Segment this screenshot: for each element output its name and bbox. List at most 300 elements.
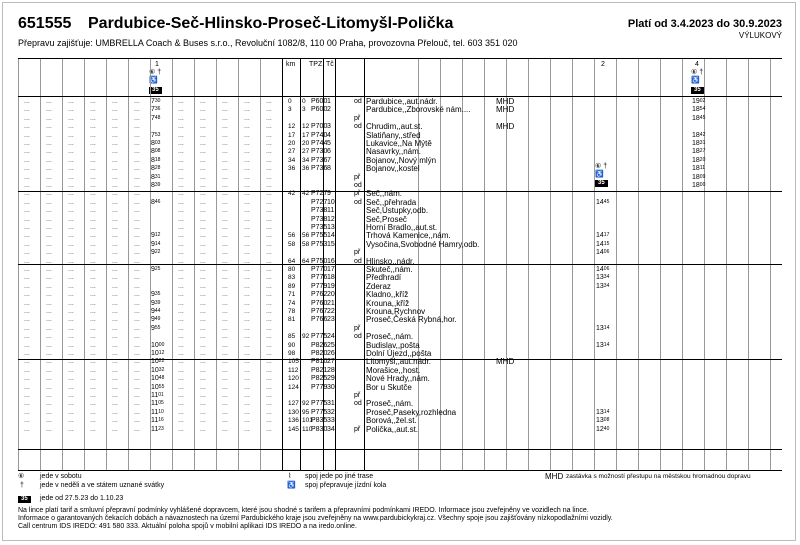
empty-trip-dots: ... [68,316,74,324]
empty-trip-dots: ... [134,106,140,114]
trip-4-time: $18^{31}$ [692,140,706,147]
empty-trip-dots: ... [244,400,250,408]
empty-trip-dots: ... [112,114,118,122]
empty-trip-dots: ... [222,274,228,282]
empty-trip-dots: ... [222,140,228,147]
empty-trip-dots: ... [244,232,250,240]
trip-1-time: $9^{49}$ [151,316,161,324]
station-tc: 8 [327,165,331,173]
empty-trip-dots: ... [46,366,52,374]
validity-period: Platí od 3.4.2023 do 30.9.2023 [627,18,782,30]
empty-trip-dots: ... [68,324,74,332]
empty-trip-dots: ... [200,140,206,147]
empty-trip-dots: ... [46,383,52,391]
empty-trip-dots: ... [112,375,118,383]
station-name: Proseč,,nám. [366,399,414,409]
legend-mhd-label: MHD [545,472,564,481]
empty-trip-dots: ... [68,383,74,391]
empty-trip-dots: ... [46,123,52,131]
empty-trip-dots: ... [222,425,228,433]
empty-trip-dots: ... [266,240,272,248]
empty-trip-dots: ... [68,156,74,164]
empty-trip-dots: ... [244,366,250,374]
empty-trip-dots: ... [134,291,140,299]
empty-trip-dots: ... [134,182,140,189]
empty-trip-dots: ... [24,383,30,391]
footer-line-3: Call centrum IDS IREDO: 491 580 333. Aktuální poloha spojů v mobilní aplikaci IDS IREDO a na iredo.online. [18,523,357,530]
empty-trip-dots: ... [178,232,184,240]
station-tpz: P767 [311,308,328,315]
empty-trip-dots: ... [200,299,206,307]
empty-trip-dots: ... [134,173,140,181]
empty-trip-dots: ... [134,140,140,147]
station-tc: 30 [327,383,335,391]
empty-trip-dots: ... [266,291,272,299]
empty-trip-dots: ... [200,173,206,181]
empty-trip-dots: ... [68,299,74,307]
empty-trip-dots: ... [222,198,228,206]
trip-4-time: $18^{54}$ [692,106,706,114]
empty-trip-dots: ... [134,198,140,206]
empty-trip-dots: ... [68,408,74,416]
empty-trip-dots: ... [266,400,272,408]
trip-1-time: $9^{22}$ [151,249,161,257]
station-name: Bojanov,,kostel [366,164,420,174]
empty-trip-dots: ... [178,148,184,156]
empty-trip-dots: ... [244,173,250,181]
empty-trip-dots: ... [178,408,184,416]
empty-trip-dots: ... [24,215,30,223]
empty-trip-dots: ... [112,182,118,189]
empty-trip-dots: ... [24,266,30,273]
grid-section-line [18,449,782,450]
empty-trip-dots: ... [90,350,96,357]
empty-trip-dots: ... [134,232,140,240]
station-direction: od [354,182,362,189]
empty-trip-dots: ... [178,266,184,273]
station-name: Proseč,Paseky,rozhledna [366,407,457,417]
legend-sun: jede v neděli a ve státem uznané svátky [40,482,165,489]
empty-trip-dots: ... [46,408,52,416]
footer-notes [18,507,613,531]
empty-trip-dots: ... [90,98,96,105]
empty-trip-dots: ... [90,249,96,257]
empty-trip-dots: ... [90,224,96,231]
empty-trip-dots: ... [266,249,272,257]
empty-trip-dots: ... [134,131,140,139]
empty-trip-dots: ... [178,383,184,391]
empty-trip-dots: ... [244,98,250,105]
empty-trip-dots: ... [222,282,228,290]
empty-trip-dots: ... [112,224,118,231]
empty-trip-dots: ... [134,383,140,391]
tc-header: Tč [326,61,334,68]
empty-trip-dots: ... [46,266,52,273]
station-direction: př [354,392,361,399]
station-tpz: P770 [311,266,328,273]
empty-trip-dots: ... [134,299,140,307]
empty-trip-dots: ... [266,198,272,206]
empty-trip-dots: ... [266,173,272,181]
empty-trip-dots: ... [266,182,272,189]
empty-trip-dots: ... [24,282,30,290]
empty-trip-dots: ... [244,131,250,139]
empty-trip-dots: ... [90,198,96,206]
empty-trip-dots: ... [134,392,140,399]
station-direction: od [354,400,362,408]
station-name: Polička,,aut.st. [366,424,419,434]
empty-trip-dots: ... [24,257,30,265]
empty-trip-dots: ... [46,173,52,181]
empty-trip-dots: ... [178,224,184,231]
station-km: 90 [288,341,296,349]
empty-trip-dots: ... [24,240,30,248]
empty-trip-dots: ... [46,114,52,122]
station-name: Bor u Skutče [366,382,412,392]
empty-trip-dots: ... [24,400,30,408]
empty-trip-dots: ... [178,358,184,366]
station-name: Dolní Újezd,,pošta [366,349,432,358]
trip-1-number: 1 [155,61,159,68]
empty-trip-dots: ... [68,198,74,206]
station-tpz: P775 [311,333,328,341]
empty-trip-dots: ... [90,182,96,189]
trip-1-time: $8^{08}$ [151,148,161,156]
empty-trip-dots: ... [68,207,74,215]
station-km: 0 [288,98,292,105]
trip-1-time: $7^{36}$ [151,106,161,114]
empty-trip-dots: ... [134,249,140,257]
empty-trip-dots: ... [222,341,228,349]
station-km: 56 [288,232,296,240]
station-km-alt: 95 [302,408,310,416]
trip-4-time: $18^{42}$ [692,131,706,139]
empty-trip-dots: ... [222,291,228,299]
empty-trip-dots: ... [24,131,30,139]
empty-trip-dots: ... [200,333,206,341]
empty-trip-dots: ... [90,366,96,374]
station-name: Slatiňany,,střed [366,130,421,140]
empty-trip-dots: ... [244,257,250,265]
empty-trip-dots: ... [90,299,96,307]
empty-trip-dots: ... [200,308,206,315]
empty-trip-dots: ... [68,182,74,189]
empty-trip-dots: ... [46,400,52,408]
trip-1-time: $9^{25}$ [151,266,161,273]
empty-trip-dots: ... [222,299,228,307]
empty-trip-dots: ... [112,240,118,248]
empty-trip-dots: ... [90,190,96,198]
empty-trip-dots: ... [178,198,184,206]
empty-trip-dots: ... [112,308,118,315]
empty-trip-dots: ... [24,308,30,315]
station-direction: př [354,190,361,198]
station-tpz: P826 [311,341,328,349]
empty-trip-dots: ... [178,316,184,324]
empty-trip-dots: ... [112,173,118,181]
empty-trip-dots: ... [244,308,250,315]
empty-trip-dots: ... [46,182,52,189]
trip-1-time: $10^{32}$ [151,366,165,374]
station-direction: př [354,114,361,122]
empty-trip-dots: ... [200,375,206,383]
empty-trip-dots: ... [68,148,74,156]
footer-line-1: Na lince platí tarif a smluvní přepravní podmínky vyhlášené dopravcem, které jsou shodné s tarifem a přepravními podmínkami IREDO. Informace jsou zveřejněny ve vozidlech na lince. [18,507,589,514]
station-name: Lukavice,,Na Mýtě [366,139,432,148]
empty-trip-dots: ... [68,257,74,265]
trip-1-time: $9^{35}$ [151,291,161,299]
station-km-alt: 110 [302,425,313,433]
empty-trip-dots: ... [68,425,74,433]
station-tc: 2 [327,106,331,114]
empty-trip-dots: ... [178,366,184,374]
empty-trip-dots: ... [90,383,96,391]
empty-trip-dots: ... [200,324,206,332]
station-km: 81 [288,316,296,324]
empty-trip-dots: ... [266,350,272,357]
empty-trip-dots: ... [200,156,206,164]
trip-2-days-icon: ⑥ † [595,163,608,170]
empty-trip-dots: ... [134,224,140,231]
empty-trip-dots: ... [46,324,52,332]
empty-trip-dots: ... [68,224,74,231]
trip-2-time: $14^{06}$ [596,249,610,257]
empty-trip-dots: ... [266,324,272,332]
empty-trip-dots: ... [200,106,206,114]
empty-trip-dots: ... [46,165,52,173]
empty-trip-dots: ... [266,274,272,282]
empty-trip-dots: ... [24,140,30,147]
station-km: 58 [288,240,296,248]
empty-trip-dots: ... [112,98,118,105]
trip-4-bike-icon: ♿ [691,77,700,84]
trip-4-time: $19^{02}$ [692,98,706,105]
empty-trip-dots: ... [222,98,228,105]
station-name: Proseč,Česká Rybná,hor. [366,315,457,325]
station-km: 12 [288,123,296,131]
empty-trip-dots: ... [178,114,184,122]
empty-trip-dots: ... [178,333,184,341]
empty-trip-dots: ... [200,425,206,433]
empty-trip-dots: ... [68,341,74,349]
empty-trip-dots: ... [68,400,74,408]
empty-trip-dots: ... [24,425,30,433]
empty-trip-dots: ... [266,299,272,307]
station-km-alt: 42 [302,190,310,198]
station-km: 80 [288,266,296,273]
empty-trip-dots: ... [266,383,272,391]
empty-trip-dots: ... [112,190,118,198]
station-direction: od [354,257,362,265]
empty-trip-dots: ... [90,173,96,181]
empty-trip-dots: ... [68,240,74,248]
trip-1-time: $9^{55}$ [151,324,161,332]
station-tpz: P736 [311,165,328,173]
empty-trip-dots: ... [178,173,184,181]
station-tpz: P727 [311,198,328,206]
empty-trip-dots: ... [266,156,272,164]
empty-trip-dots: ... [112,333,118,341]
empty-trip-dots: ... [24,156,30,164]
empty-trip-dots: ... [266,358,272,366]
empty-trip-dots: ... [266,98,272,105]
station-km-alt: 92 [302,333,310,341]
empty-trip-dots: ... [244,165,250,173]
empty-trip-dots: ... [134,148,140,156]
station-tpz: P779 [311,383,328,391]
legend-other-route: spoj jede po jiné trase [305,473,374,480]
empty-trip-dots: ... [68,282,74,290]
empty-trip-dots: ... [178,308,184,315]
empty-trip-dots: ... [266,392,272,399]
empty-trip-dots: ... [46,274,52,282]
station-km: 3 [288,106,292,114]
empty-trip-dots: ... [134,417,140,425]
empty-trip-dots: ... [134,274,140,282]
empty-trip-dots: ... [24,366,30,374]
empty-trip-dots: ... [178,106,184,114]
legend-other-route-icon: ⌇ [288,473,292,480]
empty-trip-dots: ... [68,165,74,173]
station-tpz: P821 [311,366,328,374]
empty-trip-dots: ... [134,98,140,105]
empty-trip-dots: ... [222,408,228,416]
empty-trip-dots: ... [24,198,30,206]
empty-trip-dots: ... [24,114,30,122]
station-name: Krouna,,kříž [366,298,410,308]
trip-1-time: $10^{22}$ [151,358,165,366]
empty-trip-dots: ... [112,316,118,324]
empty-trip-dots: ... [24,291,30,299]
empty-trip-dots: ... [200,98,206,105]
empty-trip-dots: ... [178,417,184,425]
station-name: Pardubice,,aut.nádr. [366,97,438,106]
empty-trip-dots: ... [68,274,74,282]
station-tpz: P727 [311,190,328,198]
empty-trip-dots: ... [112,156,118,164]
empty-trip-dots: ... [266,341,272,349]
empty-trip-dots: ... [200,131,206,139]
empty-trip-dots: ... [90,392,96,399]
empty-trip-dots: ... [178,350,184,357]
station-tpz: P810 [311,358,328,366]
empty-trip-dots: ... [200,350,206,357]
station-tpz: P738 [311,207,328,215]
empty-trip-dots: ... [222,114,228,122]
empty-trip-dots: ... [200,190,206,198]
station-mhd: MHD [496,357,515,367]
empty-trip-dots: ... [244,182,250,189]
empty-trip-dots: ... [90,308,96,315]
empty-trip-dots: ... [244,341,250,349]
empty-trip-dots: ... [46,240,52,248]
empty-trip-dots: ... [90,417,96,425]
empty-trip-dots: ... [68,417,74,425]
empty-trip-dots: ... [222,316,228,324]
station-tc: 15 [327,240,335,248]
station-tc: 19 [327,282,335,290]
trip-1-days-icon: ⑥ † [149,69,162,76]
trip-1-time: $11^{23}$ [151,425,164,433]
empty-trip-dots: ... [244,350,250,357]
empty-trip-dots: ... [178,156,184,164]
empty-trip-dots: ... [266,165,272,173]
empty-trip-dots: ... [46,215,52,223]
trip-2-time: $14^{06}$ [596,266,610,273]
trip-1-time: $10^{12}$ [151,350,165,357]
empty-trip-dots: ... [266,282,272,290]
station-tc: 24 [327,333,335,341]
empty-trip-dots: ... [90,106,96,114]
empty-trip-dots: ... [112,400,118,408]
station-km: 85 [288,333,296,341]
station-tc: 14 [327,232,335,240]
empty-trip-dots: ... [112,274,118,282]
empty-trip-dots: ... [68,291,74,299]
tpz-header: TPZ [309,61,323,68]
empty-trip-dots: ... [68,215,74,223]
station-km: 89 [288,282,296,290]
station-km-alt: 0 [302,98,306,105]
station-tc: 13 [327,224,335,231]
station-tpz: P700 [311,123,328,131]
empty-trip-dots: ... [244,358,250,366]
empty-trip-dots: ... [178,123,184,131]
empty-trip-dots: ... [134,165,140,173]
trip-2-time: $13^{34}$ [596,274,610,282]
empty-trip-dots: ... [222,417,228,425]
station-name: Nasavrky,,nám. [366,147,421,157]
station-km: 112 [288,366,299,374]
legend-b35: jede od 27.5.23 do 1.10.23 [40,495,124,502]
empty-trip-dots: ... [222,123,228,131]
empty-trip-dots: ... [222,224,228,231]
empty-trip-dots: ... [266,232,272,240]
empty-trip-dots: ... [134,333,140,341]
station-tc: 5 [327,140,331,147]
empty-trip-dots: ... [90,425,96,433]
trip-2-time: $14^{45}$ [596,198,610,206]
empty-trip-dots: ... [134,324,140,332]
legend-sat-icon: ⑥ [18,473,25,480]
empty-trip-dots: ... [24,375,30,383]
station-tc: 16 [327,257,335,265]
empty-trip-dots: ... [244,123,250,131]
empty-trip-dots: ... [90,324,96,332]
empty-trip-dots: ... [90,232,96,240]
empty-trip-dots: ... [68,358,74,366]
station-tc: 25 [327,341,335,349]
empty-trip-dots: ... [24,182,30,189]
trip-4-time: $18^{20}$ [692,156,706,164]
empty-trip-dots: ... [68,131,74,139]
empty-trip-dots: ... [90,140,96,147]
legend-badge-35: 35 [18,496,31,503]
empty-trip-dots: ... [90,114,96,122]
station-name: Pardubice,,Zborovské nám.... [366,105,471,115]
trip-1-time: $11^{01}$ [151,392,164,399]
station-km: 78 [288,308,296,315]
station-tpz: P760 [311,299,328,307]
empty-trip-dots: ... [244,417,250,425]
station-tc: 18 [327,274,335,282]
empty-trip-dots: ... [90,123,96,131]
empty-trip-dots: ... [68,366,74,374]
empty-trip-dots: ... [24,274,30,282]
empty-trip-dots: ... [134,341,140,349]
station-km: 64 [288,257,296,265]
empty-trip-dots: ... [200,392,206,399]
